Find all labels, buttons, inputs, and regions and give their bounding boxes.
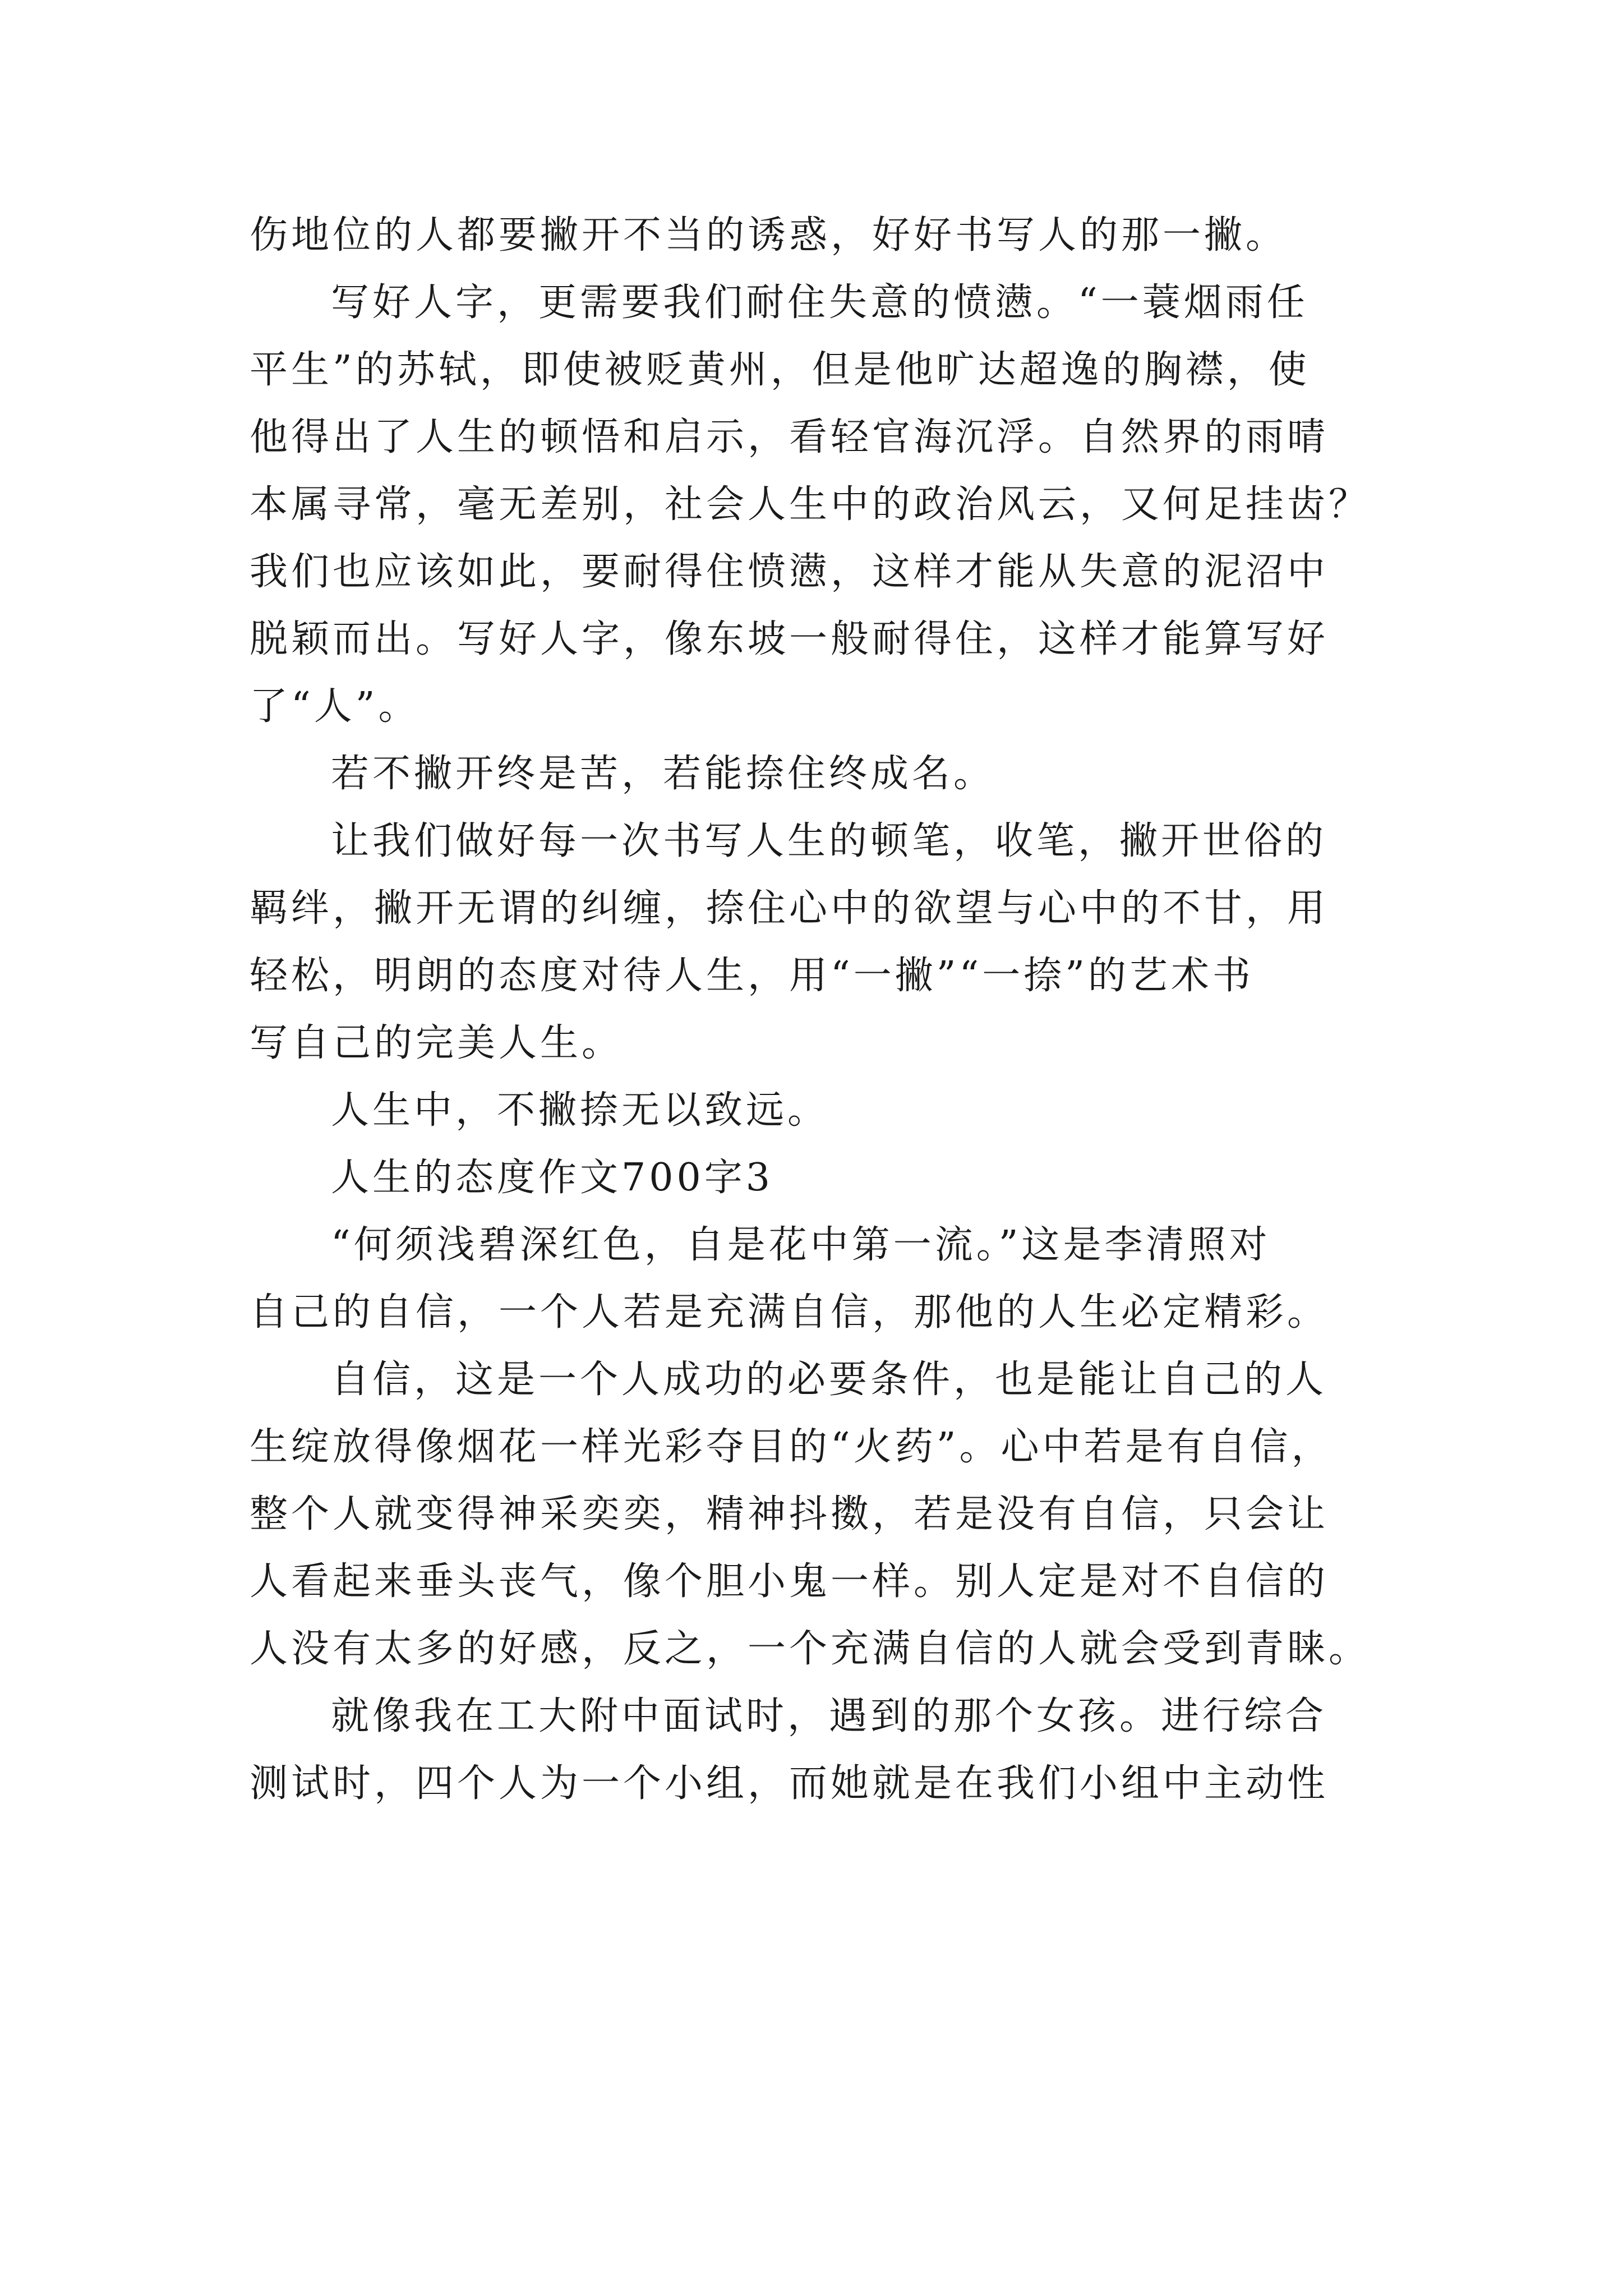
text-line: 写自己的完美人生。	[250, 1021, 624, 1065]
text-line: 人没有太多的好感，反之，一个充满自信的人就会受到青睐。	[250, 1627, 1371, 1671]
text-line: 脱颖而出。写好人字，像东坡一般耐得住，这样才能算写好	[250, 617, 1329, 661]
document-body	[250, 202, 1388, 1818]
text-line: 轻松，明朗的态度对待人生，用“一撇”“一捺”的艺术书	[250, 954, 1255, 998]
text-line: 人看起来垂头丧气，像个胆小鬼一样。别人定是对不自信的	[250, 1559, 1329, 1604]
text-line: 伤地位的人都要撇开不当的诱惑，好好书写人的那一撇。	[250, 213, 1288, 257]
text-line: 我们也应该如此，要耐得住愤懑，这样才能从失意的泥沼中	[250, 550, 1329, 594]
text-line: 让我们做好每一次书写人生的顿笔，收笔，撇开世俗的	[331, 819, 1327, 863]
text-line: 生绽放得像烟花一样光彩夺目的“火药”。心中若是有自信，	[250, 1425, 1333, 1469]
text-line: 测试时，四个人为一个小组，而她就是在我们小组中主动性	[250, 1761, 1329, 1806]
text-line: 了“人”。	[250, 684, 420, 729]
text-line: 若不撇开终是苦，若能捺住终成名。	[331, 752, 995, 796]
text-line: 羁绊，撇开无谓的纠缠，捺住心中的欲望与心中的不甘，用	[250, 886, 1329, 931]
text-line: “何须浅碧深红色，自是花中第一流。”这是李清照对	[331, 1223, 1271, 1267]
text-line: 自信，这是一个人成功的必要条件，也是能让自己的人	[331, 1358, 1327, 1402]
text-line: 写好人字，更需要我们耐住失意的愤懑。“一蓑烟雨任	[331, 280, 1308, 325]
section-heading: 人生的态度作文700字3	[331, 1156, 774, 1200]
text-line: 人生中，不撇捺无以致远。	[331, 1088, 829, 1133]
text-line: 本属寻常，毫无差别，社会人生中的政治风云，又何足挂齿？	[250, 482, 1371, 527]
text-line: 他得出了人生的顿悟和启示，看轻官海沉浮。自然界的雨晴	[250, 415, 1329, 459]
text-line: 自己的自信，一个人若是充满自信，那他的人生必定精彩。	[250, 1290, 1329, 1335]
text-line: 平生”的苏轼，即使被贬黄州，但是他旷达超逸的胸襟，使	[250, 348, 1310, 392]
text-line: 就像我在工大附中面试时，遇到的那个女孩。进行综合	[331, 1694, 1327, 1738]
text-line: 整个人就变得神采奕奕，精神抖擞，若是没有自信，只会让	[250, 1492, 1329, 1536]
